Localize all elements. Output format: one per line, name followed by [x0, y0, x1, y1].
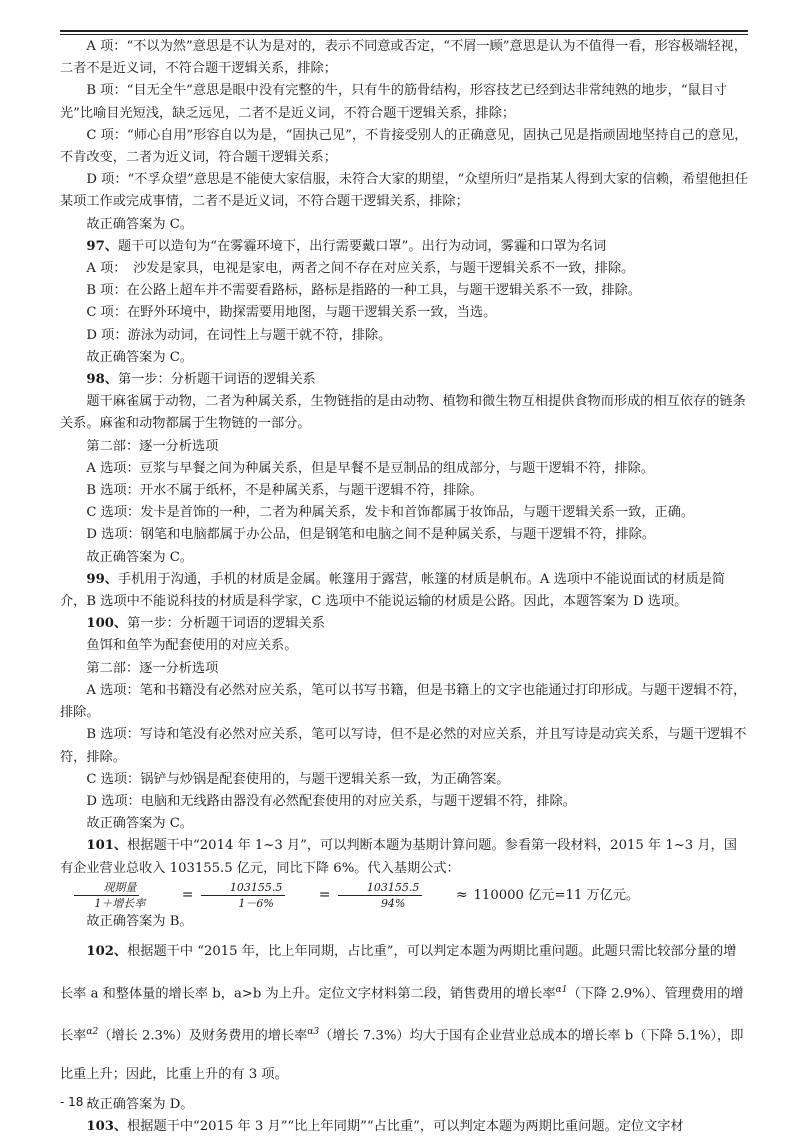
question-102: [60, 933, 748, 1094]
question-text: （增长 7.3%）均大于国有企业营业总成本的增长率 b（下降 5.1%），即比重上升；因此，比重上升的有 3 项。: [60, 1028, 744, 1082]
paragraph: [60, 547, 748, 569]
document-body: [60, 36, 748, 1138]
paragraph-text: 手机用于沟通，手机的材质是金属。帐篷用于露营，帐篷的材质是帆布。A 选项中不能说面试的材质是简介，B 选项中不能说科技的材质是科学家，C 选项中不能说运输的材质是公路。因此，本题答案为 D 选项。: [60, 571, 726, 610]
paragraph-text: A 项：“不以为然”意思是不认为是对的，表示不同意或否定，“不屑一顾”意思是认为不值得一看，形容极端轻视，二者不是近义词，不符合题干逻辑关系，排除；: [60, 39, 747, 77]
equals-sign: =: [318, 887, 331, 904]
question-number: 97、: [86, 238, 118, 254]
question-number: 101、: [86, 838, 128, 854]
paragraph: [60, 302, 748, 324]
paragraph-text: B 选项：开水不属于纸杯，不是种属关系，与题干逻辑不符，排除。: [86, 483, 483, 499]
paragraph-text: 第二部：逐一分析选项: [86, 438, 219, 454]
alpha-3: α3: [307, 1027, 320, 1038]
page-number: - 18 -: [60, 1095, 92, 1109]
paragraph: [60, 80, 748, 124]
paragraph: [60, 36, 748, 80]
question-number: 102、: [86, 943, 128, 959]
question-paragraph: [60, 613, 748, 635]
paragraph-text: B 选项：写诗和笔没有必然对应关系，笔可以写诗，但不是必然的对应关系，并且写诗是动宾关系，与题干逻辑不符，排除。: [60, 727, 747, 765]
paragraph: [60, 347, 748, 369]
header-rule: [60, 30, 748, 32]
paragraph-text: 第一步：分析题干词语的逻辑关系: [117, 372, 316, 388]
paragraph-text: C 项：在野外环境中，勘探需要用地图，与题干逻辑关系一致，当选。: [86, 305, 497, 321]
question-text: （下降 2.9%）、管理费用的增长率: [60, 986, 744, 1044]
paragraph: [60, 769, 748, 791]
fraction-numerator: 103155.5: [338, 880, 423, 896]
fraction-numerator: 现期量: [74, 880, 139, 896]
paragraph-text: B 项：“目无全牛”意思是眼中没有完整的牛，只有牛的筋骨结构，形容技艺已经到达非常纯熟的地步，“鼠目寸光”比喻目光短浅，缺乏远见，二者不是近义词，不符合题干逻辑关系，排除；: [60, 83, 728, 121]
paragraph: [60, 391, 748, 435]
paragraph-text: B 项：在公路上超车并不需要看路标，路标是指路的一种工具，与题干逻辑关系不一致，排除。: [86, 283, 641, 299]
paragraph: [60, 635, 748, 657]
paragraph-text: D 项：游泳为动词，在词性上与题干就不符，排除。: [86, 327, 392, 343]
answer-line: 故正确答案为 D。: [86, 1096, 194, 1112]
paragraph: [60, 458, 748, 480]
paragraph-text: 题干可以造句为“在雾霾环境下，出行需要戴口罩”。出行为动词，雾霾和口罩为名词: [117, 238, 607, 254]
paragraph: [60, 125, 748, 169]
paragraph-text: A 项： 沙发是家具，电视是家电，两者之间不存在对应关系，与题干逻辑关系不一致，排除。: [86, 261, 635, 277]
paragraph: [60, 724, 748, 768]
paragraph-text: C 选项：锅铲与炒锅是配套使用的，与题干逻辑关系一致，为正确答案。: [86, 771, 510, 787]
question-paragraph: [60, 569, 748, 613]
question-paragraph: [60, 369, 748, 391]
paragraph: [60, 680, 748, 724]
paragraph: [60, 480, 748, 502]
question-number: 99、: [86, 571, 118, 587]
fraction-2: [201, 880, 286, 911]
fraction-denominator: 1－6%: [238, 896, 274, 910]
paragraph-text: 故正确答案为 C。: [86, 816, 193, 832]
header-rule-thin: [60, 34, 748, 35]
question-text: 根据题干中“2015 年 3 月”“比上年同期”“占比重”，可以判定本题为两期比重问题。定位文字材: [127, 1118, 684, 1134]
paragraph: [60, 436, 748, 458]
paragraph-text: C 项：“师心自用”形容自以为是，“固执己见”，不肯接受别人的正确意见，固执己见是指顽固地坚持自己的意见，不肯改变，二者为近义词，符合题干逻辑关系；: [60, 127, 748, 166]
question-text: 根据题干中 “2015 年，比上年同期，占比重”，可以判定本题为两期比重问题。此题只需比较部分量的增长率 a 和整体量的增长率 b，a>b 为上升。定位文字材料第二段，销售费用的增长率: [60, 943, 737, 1002]
alpha-2: α2: [86, 1027, 99, 1038]
fraction-denominator: 94%: [380, 896, 406, 910]
question-number: 98、: [86, 372, 118, 388]
paragraph-text: 第一步：分析题干词语的逻辑关系: [127, 616, 325, 632]
answer-line: 故正确答案为 B。: [86, 913, 193, 929]
paragraph-text: 题干麻雀属于动物，二者为种属关系，生物链指的是由动物、植物和微生物互相提供食物而形成的相互依存的链条关系。麻雀和动物都属于生物链的一部分。: [60, 394, 746, 432]
question-number: 100、: [86, 616, 128, 632]
fraction-3: [338, 880, 423, 911]
paragraph: [60, 214, 748, 236]
paragraph-text: 鱼饵和鱼竿为配套使用的对应关系。: [86, 638, 298, 654]
paragraph-list: [60, 36, 748, 835]
paragraph-text: 故正确答案为 C。: [86, 549, 193, 565]
paragraph-text: D 项：“不孚众望”意思是不能使大家信服，未符合大家的期望，“众望所归”是指某人得到大家的信赖，希望他担任某项工作或完成事情，二者不是近义词，不符合题干逻辑关系，排除；: [60, 172, 748, 210]
paragraph: [60, 813, 748, 835]
fraction-numerator: 103155.5: [201, 880, 286, 896]
paragraph-text: 故正确答案为 C。: [86, 349, 193, 365]
question-paragraph: [60, 236, 748, 258]
question-text: 根据题干中“2014 年 1~3 月”，可以判断本题为基期计算问题。参看第一段材料，2015 年 1~3 月，国有企业营业总收入 103155.5 亿元，同比下降 6%。代入基期公式：: [60, 838, 737, 876]
paragraph-text: 第二部：逐一分析选项: [86, 660, 219, 676]
paragraph: [60, 658, 748, 680]
fraction-1: [65, 880, 148, 911]
paragraph: [60, 524, 748, 546]
approx-sign: ≈: [455, 887, 468, 904]
base-period-formula: [62, 880, 472, 911]
paragraph: [60, 280, 748, 302]
paragraph-text: D 选项：钢笔和电脑都属于办公品，但是钢笔和电脑之间不是种属关系，与题干逻辑不符，排除。: [86, 527, 656, 543]
paragraph-text: D 选项：电脑和无线路由器没有必然配套使用的对应关系，与题干逻辑不符，排除。: [86, 793, 576, 809]
alpha-1: α1: [555, 984, 568, 995]
question-103: [60, 1116, 748, 1138]
question-text: （增长 2.3%）及财务费用的增长率: [98, 1028, 308, 1044]
equals-sign: =: [181, 887, 194, 904]
paragraph: [60, 791, 748, 813]
paragraph-text: A 选项：笔和书籍没有必然对应关系，笔可以书写书籍，但是书籍上的文字也能通过打印形成。与题干逻辑不符，排除。: [60, 682, 747, 721]
paragraph-text: 故正确答案为 C。: [86, 216, 193, 232]
paragraph: [60, 325, 748, 347]
paragraph: [60, 502, 748, 524]
paragraph: [60, 258, 748, 280]
paragraph-text: C 选项：发卡是首饰的一种，二者为种属关系，发卡和首饰都属于妆饰品，与题干逻辑关系一致，正确。: [86, 505, 695, 521]
question-101: [60, 835, 748, 910]
paragraph: [60, 169, 748, 213]
question-text: 110000 亿元=11 万亿元。: [473, 887, 640, 903]
paragraph-text: A 选项：豆浆与早餐之间为种属关系，但是早餐不是豆制品的组成部分，与题干逻辑不符，排除。: [86, 460, 654, 476]
question-number: 103、: [86, 1118, 128, 1134]
fraction-denominator: 1＋增长率: [94, 896, 146, 910]
